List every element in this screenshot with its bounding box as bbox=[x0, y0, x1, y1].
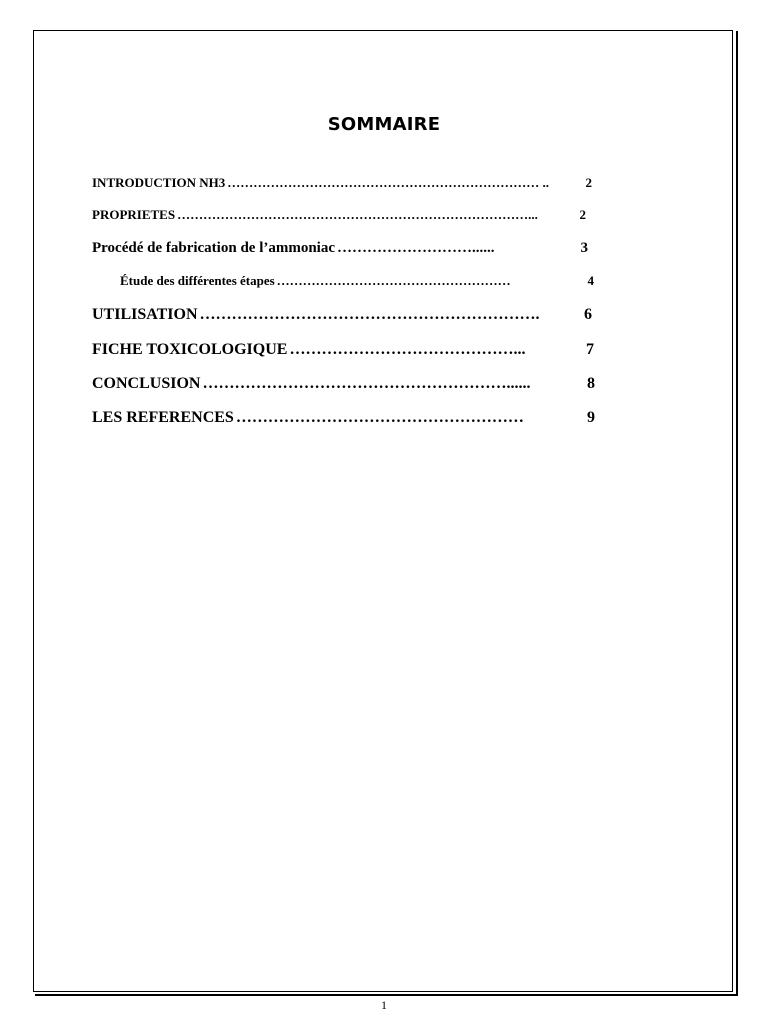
page-border-shadow-right bbox=[736, 31, 738, 996]
toc-leader: ……………………………………………………………… .. bbox=[227, 175, 550, 190]
toc-leader: ………………………………………………………………………... bbox=[177, 207, 538, 222]
toc-label: FICHE TOXICOLOGIQUE bbox=[92, 341, 288, 358]
toc-page-number: 9 bbox=[587, 409, 595, 426]
toc-entry-proprietes bbox=[92, 207, 586, 223]
toc-label: Procédé de fabrication de l’ammoniac bbox=[92, 240, 336, 256]
toc-leader: ……………………………………………… bbox=[276, 273, 511, 288]
page-border-shadow-bottom bbox=[35, 994, 738, 996]
toc-page-number: 7 bbox=[586, 341, 594, 358]
toc-page-number: 8 bbox=[587, 375, 595, 392]
toc-entry-etude-etapes bbox=[120, 273, 594, 289]
toc-page-number: 4 bbox=[587, 273, 594, 288]
toc-leader: ………………………………………………………. bbox=[199, 306, 540, 323]
toc-label: UTILISATION bbox=[92, 306, 198, 323]
footer-page-number: 1 bbox=[381, 998, 387, 1012]
toc-label: PROPRIETES bbox=[92, 207, 176, 222]
toc-entry-utilisation bbox=[92, 306, 592, 324]
toc-label: INTRODUCTION NH3 bbox=[92, 175, 226, 190]
toc-label: CONCLUSION bbox=[92, 375, 201, 392]
toc-leader: ……………………………………………… bbox=[235, 409, 524, 426]
toc-label: Étude des différentes étapes bbox=[120, 273, 275, 288]
toc-page-number: 2 bbox=[585, 175, 592, 190]
toc-page-number: 3 bbox=[580, 240, 588, 256]
toc-entry-introduction bbox=[92, 175, 592, 191]
page-title: SOMMAIRE bbox=[327, 114, 441, 135]
toc-leader: ……………………………………... bbox=[289, 341, 526, 358]
toc-leader: ………………………...... bbox=[337, 240, 495, 256]
toc-entry-procede-fabrication bbox=[92, 240, 588, 257]
toc-leader: …………………………………………………...... bbox=[202, 375, 531, 392]
toc-entry-conclusion bbox=[92, 375, 595, 393]
toc-label: LES REFERENCES bbox=[92, 409, 234, 426]
toc-page-number: 6 bbox=[584, 306, 592, 323]
toc-page-number: 2 bbox=[579, 207, 586, 222]
toc-entry-references bbox=[92, 409, 595, 427]
toc-entry-fiche-toxicologique bbox=[92, 341, 594, 359]
